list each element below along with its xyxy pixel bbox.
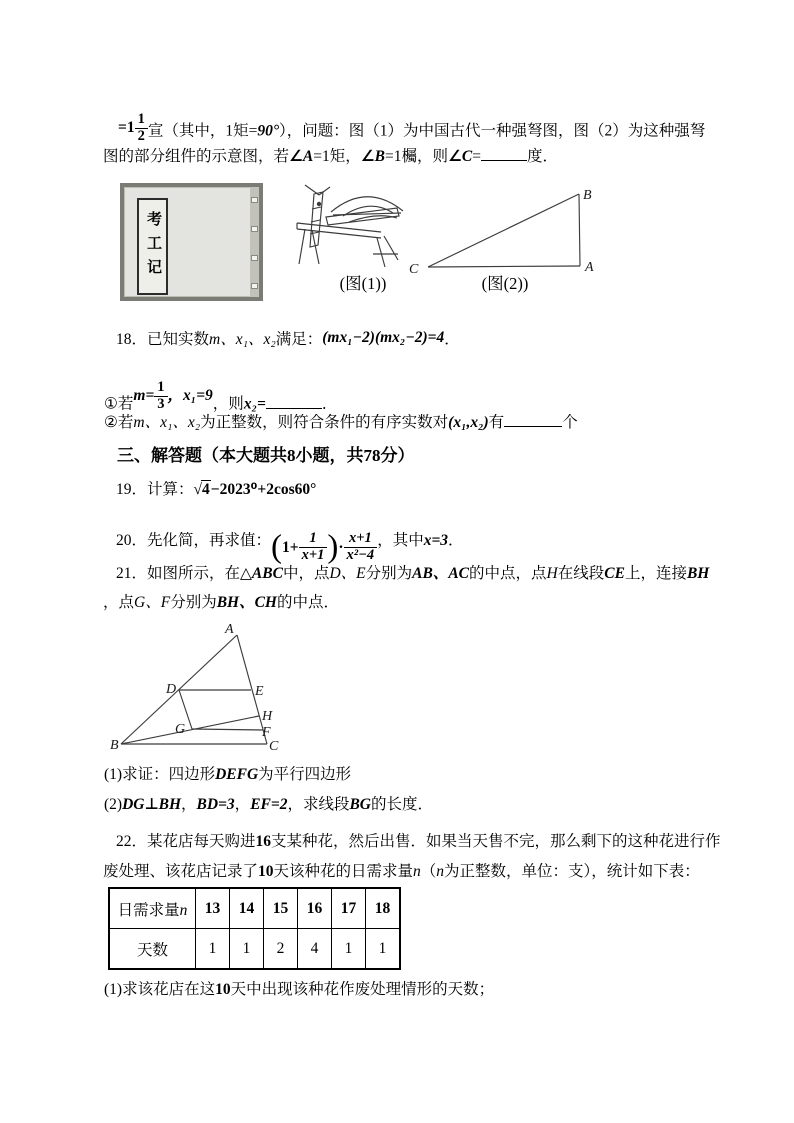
number-10: 10 <box>258 863 274 880</box>
question-22-line2: 废处理、该花店记录了10天该种花的日需求量n（n为正整数，单位：支），统计如下表： <box>103 863 700 880</box>
q17-text-run: 宣（其中，1矩= <box>147 122 258 140</box>
header-cell-days: 天数 <box>109 929 196 970</box>
figure1-caption: (图(1)) <box>339 274 387 293</box>
figure2-caption: (图(2)) <box>481 274 529 293</box>
book-title-text: 考工记 <box>145 210 161 283</box>
question-20 <box>116 530 464 564</box>
question-21-line1: 21．如图所示，在△ABC中，点D、E分别为AB、AC的中点，点H在线段CE上，连接BH <box>116 565 710 582</box>
question-18-part1 <box>104 380 337 416</box>
table-row-days <box>109 929 400 970</box>
binding-stitch <box>251 283 258 289</box>
demand-cell: 16 <box>298 888 332 929</box>
angle-B: ∠B <box>360 148 385 165</box>
vertex-label-D: D <box>166 682 177 697</box>
days-cell: 1 <box>230 929 264 970</box>
vertex-label-C: C <box>269 739 279 754</box>
answer-blank <box>266 394 322 409</box>
q19-lead: 19．计算： <box>116 481 194 498</box>
section-3-heading: 三、解答题（本大题共8小题，共78分） <box>117 446 415 465</box>
q18-x2: x₂= <box>243 395 266 413</box>
answer-blank <box>481 146 527 161</box>
q19-formula: √4−2023⁰+2cos60° <box>193 481 317 498</box>
q18-vars: m、x₁、x₂ <box>133 414 201 431</box>
big-paren-left: ( <box>271 528 283 565</box>
q18-ordered-pair: (x₁,x₂) <box>448 414 489 431</box>
demand-cell: 14 <box>230 888 264 929</box>
q20-text-run: ，其中 <box>377 532 424 549</box>
q18-part1-equation: m= $\frac{1}{3}$ ，x₁=9 <box>133 379 213 412</box>
q17-text-run: =1欘，则 <box>384 148 448 165</box>
kaogongji-book-image <box>120 183 263 301</box>
question-21-figure <box>110 620 295 758</box>
book-binding <box>250 187 259 297</box>
vertex-label-B: B <box>110 738 119 753</box>
angle-A: ∠A <box>289 148 314 165</box>
demand-cell: 17 <box>332 888 366 929</box>
days-cell: 1 <box>332 929 366 970</box>
q17-line2 <box>103 146 558 168</box>
vertex-label-F: F <box>262 725 271 740</box>
q17-line1 <box>118 112 705 144</box>
demand-cell: 15 <box>264 888 298 929</box>
q18-equation: (mx₁−2)(mx₂−2)=4 <box>322 329 445 346</box>
question-18-intro <box>116 327 460 351</box>
vertex-label-C: C <box>409 262 419 277</box>
fraction-x-plus-1-over-x2-minus-4: $\frac{x+1}{\text{x²−4}}$ <box>344 531 378 563</box>
q18-vars: m、x₁、x₂ <box>209 331 276 348</box>
q17-eq-lead: =1 <box>118 119 135 137</box>
question-19 <box>116 479 316 501</box>
question-22-line1: 22．某花店每天购进16支某种花，然后出售．如果当天售不完，那么剩下的这种花进行作 <box>116 833 721 850</box>
fraction-1-over-x-plus-1: $\frac{1}{x+1}$ <box>299 531 328 563</box>
number-10: 10 <box>215 981 231 998</box>
question-22-part1: (1)求该花店在这10天中出现该种花作废处理情形的天数； <box>104 981 495 998</box>
table-row-demand <box>109 888 400 929</box>
binding-stitch <box>251 255 258 261</box>
vertex-label-A: A <box>585 260 594 275</box>
vertex-label-G: G <box>175 722 186 737</box>
days-cell: 1 <box>366 929 401 970</box>
days-cell: 1 <box>196 929 230 970</box>
demand-table <box>108 887 401 970</box>
crossbow-figure <box>285 182 410 270</box>
triangle-ABC: △ABC <box>240 565 283 582</box>
q18-text-run: 有 <box>488 414 505 431</box>
book-title-label <box>137 198 168 295</box>
header-cell-demand: 日需求量n <box>109 888 196 929</box>
vertex-label-B: B <box>583 188 592 203</box>
q18-text-run: ． <box>321 395 338 413</box>
q18-text-run: 个 <box>562 414 578 431</box>
answer-blank <box>504 412 562 427</box>
big-paren-right: ) <box>327 528 339 565</box>
multiply-dot: · <box>338 538 344 556</box>
question-21-part2: (2)DG⊥BH，BD=3，EF=2，求线段BG的长度． <box>104 796 434 813</box>
quad-DEFG: DEFG <box>215 766 259 783</box>
q18-text-run: 满足： <box>275 331 323 348</box>
number-16: 16 <box>255 833 272 850</box>
q18-text-run: ． <box>444 331 460 348</box>
q20-text-run: ． <box>448 532 464 549</box>
angle-C: ∠C <box>447 148 473 165</box>
sqrt-symbol: √ <box>193 481 203 498</box>
binding-stitch <box>251 226 258 232</box>
question-18-part2 <box>104 412 578 434</box>
q20-lead: 20．先化简，再求值： <box>116 532 272 549</box>
q18-text-run: 为正整数，则符合条件的有序实数对 <box>200 414 449 431</box>
q20-formula: (1+ $\frac{1}{x+1}$ )· $\frac{x+1}{\text{x²−4}}$ <box>271 531 377 564</box>
days-cell: 4 <box>298 929 332 970</box>
q17-text-run: =1矩， <box>313 148 361 165</box>
q18-text-run: 18．已知实数 <box>116 331 210 348</box>
days-cell: 2 <box>264 929 298 970</box>
q20-x-value: x=3 <box>423 532 449 549</box>
binding-stitch <box>251 197 258 203</box>
question-21-line2: ，点G、F分别为BH、CH的中点． <box>103 594 340 611</box>
q17-fraction-equation <box>118 112 148 144</box>
q17-text-run: ），问题：图（1）为中国古代一种强弩图，图（2）为这种强弩 <box>279 122 706 140</box>
figure2-triangle <box>400 178 605 283</box>
demand-cell: 18 <box>366 888 401 929</box>
q18-text-run: ，则 <box>212 395 244 413</box>
q17-text-run: 图的部分组件的示意图，若 <box>103 148 290 165</box>
q18-part2-marker: ②若 <box>104 414 134 431</box>
q17-text-run: 度． <box>526 148 558 165</box>
q17-90deg: 90° <box>257 122 280 140</box>
q18-part1-marker: ①若 <box>104 395 134 413</box>
vertex-label-A: A <box>225 622 234 637</box>
fraction-1-3: $\frac{1}{3}$ <box>154 380 167 412</box>
question-21-part1: (1)求证：四边形DEFG为平行四边形 <box>104 766 352 783</box>
q17-text-run: = <box>472 148 481 165</box>
demand-cell: 13 <box>196 888 230 929</box>
vertex-label-H: H <box>262 709 273 724</box>
vertex-label-E: E <box>255 684 264 699</box>
fraction-1-2: $\frac{1}{2}$ <box>135 112 148 144</box>
